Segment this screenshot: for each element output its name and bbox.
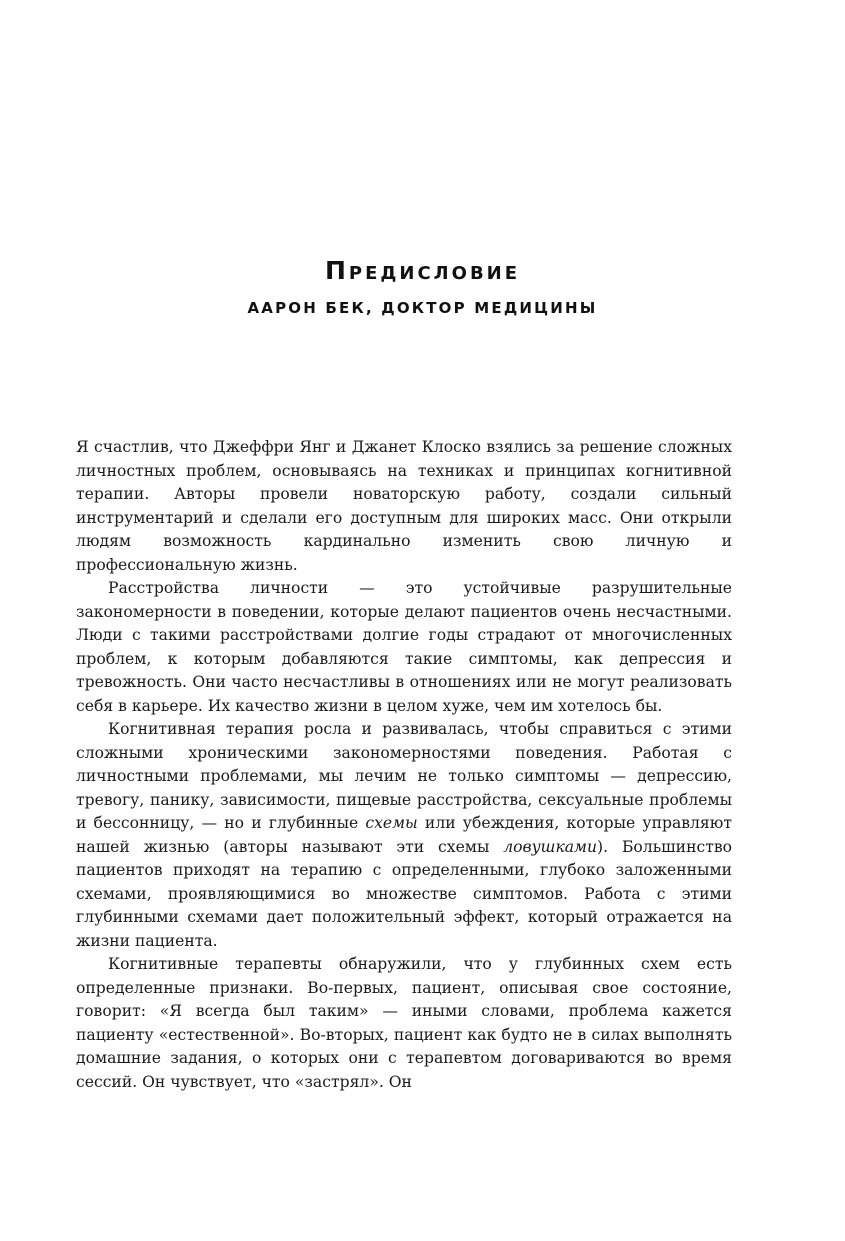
italic-term-traps: ловушками <box>503 837 598 856</box>
paragraph-2: Расстройства личности — это устойчивые разрушительные закономерности в поведении, которые делают пациентов очень несчастными. Люди с такими расстройствами долгие годы страдают от многочисленных проблем, к которым добавляются такие симптомы, как депрессия и тревожность. Они часто несчастливы в отношениях или не могут реализовать себя в карьере. Их качество жизни в целом хуже, чем им хотелось бы. <box>76 579 732 715</box>
paragraph-3 <box>76 718 732 953</box>
chapter-author: ААРОН БЕК, ДОКТОР МЕДИЦИНЫ <box>247 299 598 317</box>
italic-term-schemas: схемы <box>365 814 418 832</box>
paragraph-3-text-b: или убеждения, которые управляют нашей жизнью (авторы называют эти схемы <box>76 814 732 856</box>
body-text <box>76 436 732 1094</box>
paragraph-3-text-c: ). Большинство пациентов приходят на терапию с определенными, глубоко заложенными схемами, проявляющимися во множестве симптомов. Работа с этими глубинными схемами дает положительный эффект, который отражается на жизни пациента. <box>76 837 732 950</box>
paragraph-3-text-a: Когнитивная терапия росла и развивалась, чтобы справиться с этими сложными хроническими закономерностями поведения. Работая с личностными проблемами, мы лечим не только симптомы — депрессию, тревогу, панику, зависимости, пищевые расстройства, сексуальные проблемы и бессонницу, — но и глубинные <box>76 720 732 832</box>
paragraph-4: Когнитивные терапевты обнаружили, что у глубинных схем есть определенные признаки. Во-первых, пациент, описывая свое состояние, говорит: «Я всегда был таким» — иными словами, проблема кажется пациенту «естественной». Во-вторых, пациент как будто не в силах выполнять домашние задания, о которых они с терапевтом договариваются во время сессий. Он чувствует, что «застрял». Он <box>76 955 732 1091</box>
chapter-title: Предисловие <box>324 256 521 285</box>
paragraph-1: Я счастлив, что Джеффри Янг и Джанет Клоско взялись за решение сложных личностных проблем, основываясь на техниках и принципах когнитивной терапии. Авторы провели новаторскую работу, создали сильный инструментарий и сделали его доступным для широких масс. Они открыли людям возможность кардинально изменить свою личную и профессиональную жизнь. <box>76 438 732 574</box>
